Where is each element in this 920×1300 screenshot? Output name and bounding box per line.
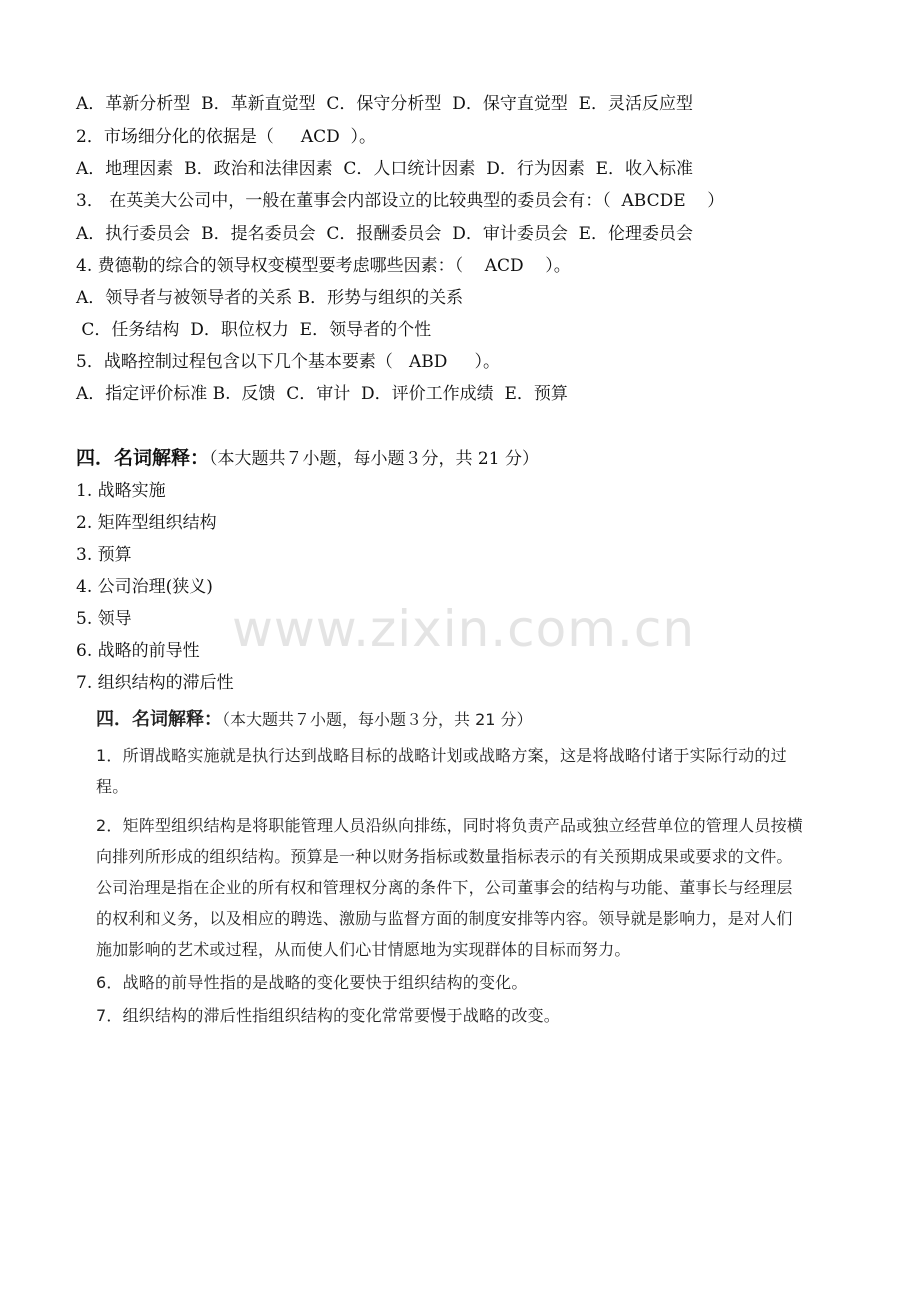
question-2: 2．市场细分化的依据是（ ACD ）。 [76,127,377,147]
section-title: 四．名词解释： [76,447,210,469]
answer-paragraph: 6．战略的前导性指的是战略的变化要快于组织结构的变化。 [96,973,528,992]
term-item: 7. 组织结构的滞后性 [76,673,234,693]
term-item: 1. 战略实施 [76,481,166,501]
choice-line: A．领导者与被领导者的关系 B．形势与组织的关系 [76,288,464,308]
term-item: 4. 公司治理(狭义) [76,577,213,597]
answer-paragraph: 1．所谓战略实施就是执行达到战略目标的战略计划或战略方案，这是将战略付诸于实际行动的过程。 [96,746,787,796]
term-item: 5. 领导 [76,609,132,629]
choice-line: A．地理因素 B．政治和法律因素 C．人口统计因素 D．行为因素 E．收入标准 [76,159,694,179]
answer-title: 四．名词解释： [96,709,222,730]
choice-line: A．执行委员会 B．提名委员会 C．报酬委员会 D．审计委员会 E．伦理委员会 [76,224,694,244]
answer-subtitle: （本大题共７小题，每小题３分，共 21 分） [222,710,533,729]
answer-block [96,706,806,1031]
answer-paragraph: 7．组织结构的滞后性指组织结构的变化常常要慢于战略的改变。 [96,1006,560,1025]
term-item: 2. 矩阵型组织结构 [76,513,217,533]
section-subtitle: （本大题共７小题，每小题３分，共 21 分） [209,449,539,469]
question-4: 4. 费德勒的综合的领导权变模型要考虑哪些因素：（ ACD ）。 [76,256,571,276]
term-item: 6. 战略的前导性 [76,641,200,661]
watermark: www.zixin.com.cn [232,600,696,658]
term-item: 3. 预算 [76,545,132,565]
choice-line: C．任务结构 D．职位权力 E．领导者的个性 [76,320,432,340]
question-3: 3． 在英美大公司中，一般在董事会内部设立的比较典型的委员会有：（ ABCDE ） [76,191,725,211]
answer-paragraph: 2．矩阵型组织结构是将职能管理人员沿纵向排练，同时将负责产品或独立经营单位的管理人员按横向排列所形成的组织结构。预算是一种以财务指标或数量指标表示的有关预期成果或要求的文件。公司治理是指在企业的所有权和管理权分离的条件下，公司董事会的结构与功能、董事长与经理层的权利和义务，以及相应的聘选、激励与监督方面的制度安排等内容。领导就是影响力，是对人们施加影响的艺术或过程，从而使人们心甘情愿地为实现群体的目标而努力。 [96,816,803,959]
question-5: 5．战略控制过程包含以下几个基本要素（ ABD ）。 [76,352,500,372]
answer-heading [96,706,806,734]
choice-line: A．革新分析型 B．革新直觉型 C．保守分析型 D．保守直觉型 E．灵活反应型 [76,94,694,114]
choice-line: A．指定评价标准 B. 反馈 C．审计 D．评价工作成绩 E．预算 [76,384,568,404]
section-heading [76,446,539,471]
